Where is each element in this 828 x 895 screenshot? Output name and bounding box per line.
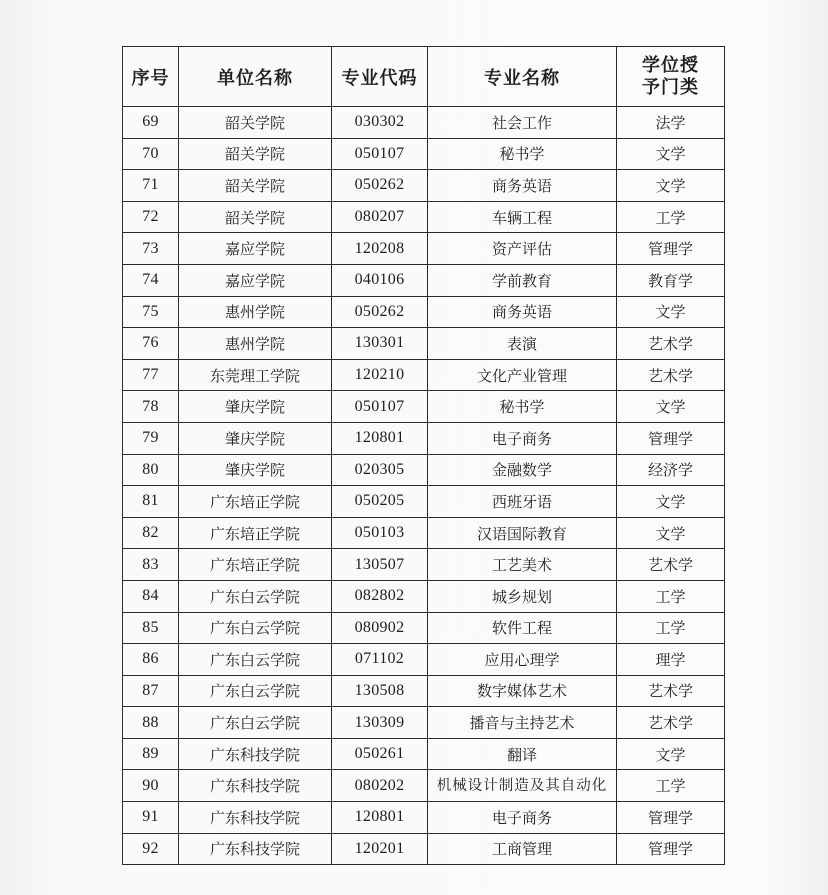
cell-degree-category: 法学 [617, 107, 725, 139]
table-row [123, 201, 725, 233]
table-row [123, 802, 725, 834]
cell-unit-name: 广东培正学院 [179, 549, 332, 581]
table-row [123, 486, 725, 518]
cell-major-name: 软件工程 [428, 612, 617, 644]
cell-degree-category: 艺术学 [617, 675, 725, 707]
cell-degree-category: 管理学 [617, 422, 725, 454]
cell-major-code: 050262 [332, 170, 428, 202]
cell-unit-name: 广东科技学院 [179, 833, 332, 865]
cell-major-code: 120210 [332, 359, 428, 391]
cell-major-code: 120208 [332, 233, 428, 265]
cell-major-code: 050205 [332, 486, 428, 518]
cell-degree-category: 文学 [617, 391, 725, 423]
cell-degree-category: 工学 [617, 612, 725, 644]
cell-seq: 78 [123, 391, 179, 423]
cell-seq: 83 [123, 549, 179, 581]
cell-degree-category: 理学 [617, 644, 725, 676]
cell-degree-category: 经济学 [617, 454, 725, 486]
cell-unit-name: 广东科技学院 [179, 738, 332, 770]
cell-unit-name: 肇庆学院 [179, 454, 332, 486]
cell-seq: 92 [123, 833, 179, 865]
cell-major-code: 050261 [332, 738, 428, 770]
header-major-name: 专业名称 [428, 47, 617, 107]
cell-seq: 90 [123, 770, 179, 802]
cell-unit-name: 肇庆学院 [179, 422, 332, 454]
cell-unit-name: 广东培正学院 [179, 517, 332, 549]
table-row [123, 138, 725, 170]
cell-seq: 91 [123, 802, 179, 834]
cell-unit-name: 嘉应学院 [179, 233, 332, 265]
cell-seq: 77 [123, 359, 179, 391]
table-row [123, 170, 725, 202]
table-row [123, 738, 725, 770]
cell-major-name: 商务英语 [428, 296, 617, 328]
cell-degree-category: 艺术学 [617, 707, 725, 739]
cell-major-code: 120201 [332, 833, 428, 865]
cell-seq: 87 [123, 675, 179, 707]
cell-major-name: 学前教育 [428, 264, 617, 296]
cell-seq: 72 [123, 201, 179, 233]
cell-major-name: 数字媒体艺术 [428, 675, 617, 707]
cell-seq: 76 [123, 328, 179, 360]
cell-seq: 84 [123, 580, 179, 612]
cell-unit-name: 广东白云学院 [179, 644, 332, 676]
table-row [123, 833, 725, 865]
table-row [123, 612, 725, 644]
cell-seq: 70 [123, 138, 179, 170]
cell-degree-category: 文学 [617, 486, 725, 518]
cell-degree-category: 文学 [617, 138, 725, 170]
cell-degree-category: 文学 [617, 296, 725, 328]
header-row [123, 47, 725, 107]
cell-seq: 73 [123, 233, 179, 265]
cell-major-code: 120801 [332, 802, 428, 834]
cell-major-name: 商务英语 [428, 170, 617, 202]
cell-major-name: 电子商务 [428, 422, 617, 454]
cell-seq: 81 [123, 486, 179, 518]
cell-major-name: 电子商务 [428, 802, 617, 834]
table-body [123, 107, 725, 865]
cell-major-name: 工商管理 [428, 833, 617, 865]
cell-unit-name: 惠州学院 [179, 328, 332, 360]
cell-major-name: 资产评估 [428, 233, 617, 265]
cell-unit-name: 广东科技学院 [179, 802, 332, 834]
table-row [123, 296, 725, 328]
cell-unit-name: 韶关学院 [179, 201, 332, 233]
cell-unit-name: 肇庆学院 [179, 391, 332, 423]
table-row [123, 359, 725, 391]
header-unit-name: 单位名称 [179, 47, 332, 107]
cell-major-code: 130309 [332, 707, 428, 739]
cell-degree-category: 管理学 [617, 233, 725, 265]
cell-seq: 88 [123, 707, 179, 739]
cell-major-name: 车辆工程 [428, 201, 617, 233]
cell-major-code: 080207 [332, 201, 428, 233]
cell-degree-category: 工学 [617, 580, 725, 612]
cell-unit-name: 广东科技学院 [179, 770, 332, 802]
cell-degree-category: 文学 [617, 517, 725, 549]
cell-degree-category: 管理学 [617, 802, 725, 834]
header-seq: 序号 [123, 47, 179, 107]
cell-seq: 85 [123, 612, 179, 644]
cell-major-name: 工艺美术 [428, 549, 617, 581]
cell-major-name: 机械设计制造及其自动化 [428, 770, 617, 802]
table-header [123, 47, 725, 107]
cell-seq: 74 [123, 264, 179, 296]
table-row [123, 707, 725, 739]
table-row [123, 675, 725, 707]
cell-degree-category: 艺术学 [617, 549, 725, 581]
cell-unit-name: 惠州学院 [179, 296, 332, 328]
cell-seq: 89 [123, 738, 179, 770]
cell-unit-name: 嘉应学院 [179, 264, 332, 296]
majors-table [122, 46, 725, 865]
cell-unit-name: 广东白云学院 [179, 580, 332, 612]
cell-major-name: 汉语国际教育 [428, 517, 617, 549]
cell-seq: 86 [123, 644, 179, 676]
cell-degree-category: 文学 [617, 170, 725, 202]
cell-degree-category: 工学 [617, 770, 725, 802]
cell-seq: 71 [123, 170, 179, 202]
cell-major-name: 翻译 [428, 738, 617, 770]
cell-major-name: 金融数学 [428, 454, 617, 486]
table-row [123, 328, 725, 360]
table-row [123, 391, 725, 423]
cell-unit-name: 东莞理工学院 [179, 359, 332, 391]
table-row [123, 644, 725, 676]
cell-major-code: 020305 [332, 454, 428, 486]
cell-degree-category: 艺术学 [617, 359, 725, 391]
cell-major-code: 130508 [332, 675, 428, 707]
cell-unit-name: 广东白云学院 [179, 707, 332, 739]
cell-major-code: 050103 [332, 517, 428, 549]
cell-major-code: 082802 [332, 580, 428, 612]
table-row [123, 107, 725, 139]
table-row [123, 454, 725, 486]
header-major-code: 专业代码 [332, 47, 428, 107]
cell-major-code: 050262 [332, 296, 428, 328]
cell-major-name: 秘书学 [428, 138, 617, 170]
cell-major-name: 社会工作 [428, 107, 617, 139]
cell-major-name: 播音与主持艺术 [428, 707, 617, 739]
table-row [123, 264, 725, 296]
cell-major-name: 西班牙语 [428, 486, 617, 518]
cell-degree-category: 文学 [617, 738, 725, 770]
cell-major-name: 表演 [428, 328, 617, 360]
cell-degree-category: 工学 [617, 201, 725, 233]
cell-major-code: 050107 [332, 138, 428, 170]
cell-major-name: 应用心理学 [428, 644, 617, 676]
cell-unit-name: 韶关学院 [179, 107, 332, 139]
table-row [123, 580, 725, 612]
cell-seq: 82 [123, 517, 179, 549]
cell-seq: 80 [123, 454, 179, 486]
cell-unit-name: 广东培正学院 [179, 486, 332, 518]
table-row [123, 770, 725, 802]
cell-major-name: 秘书学 [428, 391, 617, 423]
cell-major-code: 040106 [332, 264, 428, 296]
cell-major-code: 080202 [332, 770, 428, 802]
table-row [123, 549, 725, 581]
cell-major-code: 130507 [332, 549, 428, 581]
cell-unit-name: 韶关学院 [179, 170, 332, 202]
cell-major-name: 文化产业管理 [428, 359, 617, 391]
table-row [123, 517, 725, 549]
cell-seq: 75 [123, 296, 179, 328]
cell-unit-name: 广东白云学院 [179, 675, 332, 707]
cell-major-code: 120801 [332, 422, 428, 454]
cell-degree-category: 艺术学 [617, 328, 725, 360]
cell-major-code: 030302 [332, 107, 428, 139]
cell-seq: 69 [123, 107, 179, 139]
cell-major-code: 130301 [332, 328, 428, 360]
cell-unit-name: 广东白云学院 [179, 612, 332, 644]
cell-major-code: 071102 [332, 644, 428, 676]
cell-unit-name: 韶关学院 [179, 138, 332, 170]
cell-degree-category: 管理学 [617, 833, 725, 865]
cell-major-code: 050107 [332, 391, 428, 423]
cell-seq: 79 [123, 422, 179, 454]
table-row [123, 422, 725, 454]
cell-major-name: 城乡规划 [428, 580, 617, 612]
cell-major-code: 080902 [332, 612, 428, 644]
header-degree-category: 学位授予门类 [617, 47, 725, 107]
table-row [123, 233, 725, 265]
cell-degree-category: 教育学 [617, 264, 725, 296]
